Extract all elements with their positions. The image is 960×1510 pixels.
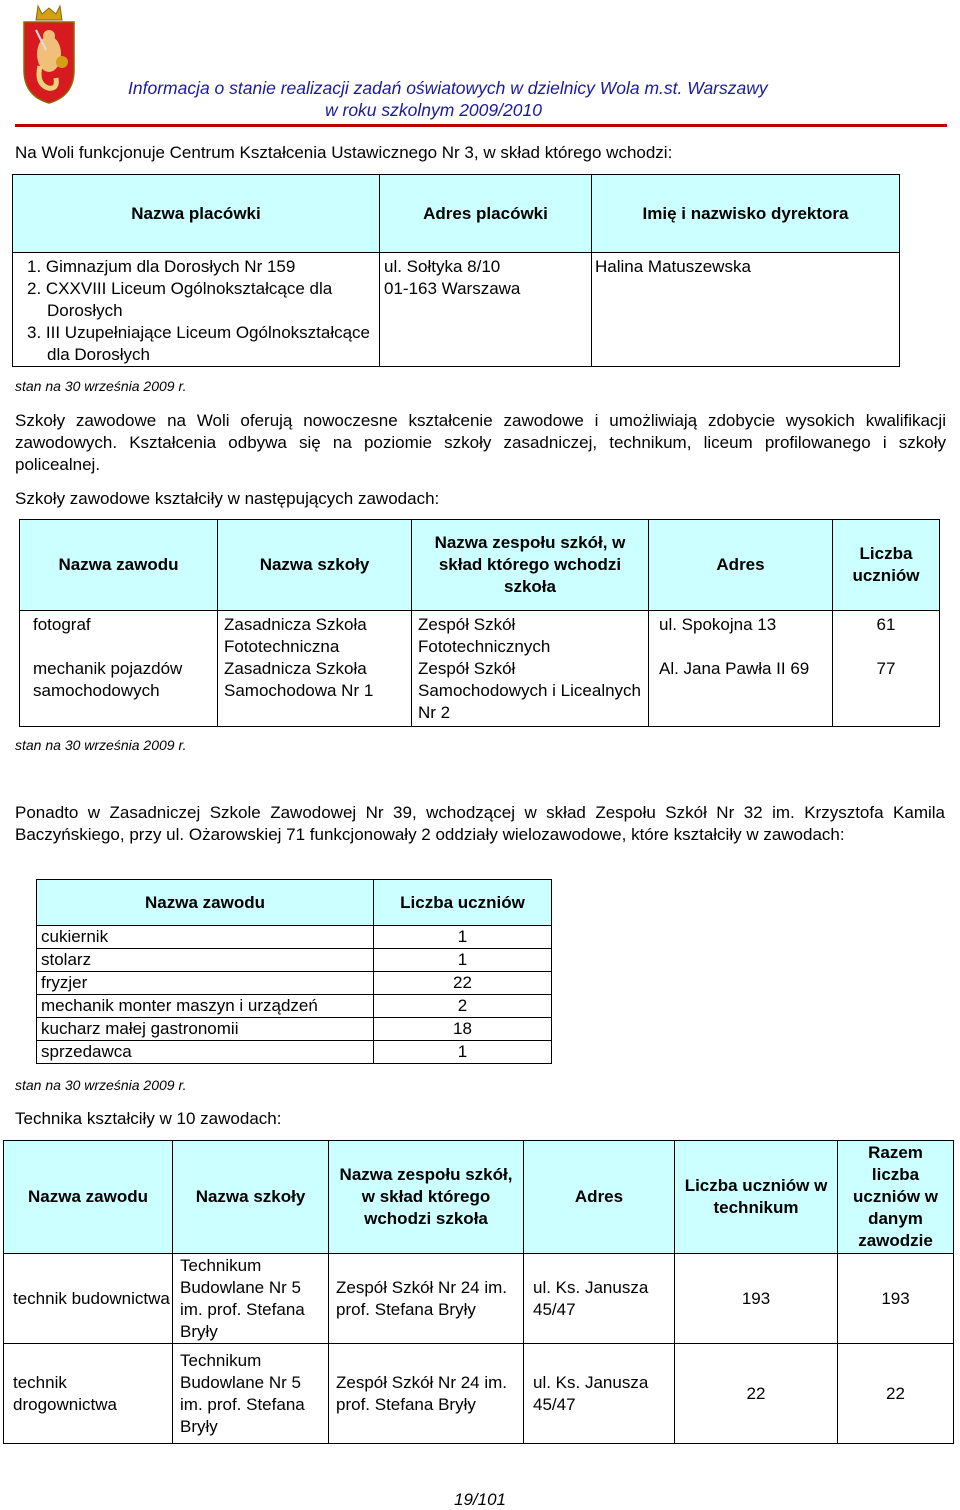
paragraph-professions-intro: Szkoły zawodowe kształciły w następujących zawodach: (15, 489, 440, 508)
header-title-line2: w roku szkolnym 2009/2010 (325, 100, 542, 120)
col-header: Nazwa placówki (13, 175, 380, 253)
col-header: Nazwa zawodu (20, 520, 218, 611)
table-row: mechanik monter maszyn i urządzeń 2 (37, 995, 552, 1018)
warsaw-coat-of-arms-logo (18, 4, 80, 104)
table-row: fryzjer 22 (37, 972, 552, 995)
multi-profession-table (36, 879, 552, 1064)
ckU-table (12, 174, 900, 367)
header-rule (15, 124, 947, 127)
col-header: Razem liczba uczniów w danym zawodzie (838, 1141, 954, 1254)
table-row: kucharz małej gastronomii 18 (37, 1018, 552, 1041)
table-row: sprzedawca 1 (37, 1041, 552, 1064)
col-header: Liczba uczniów w technikum (675, 1141, 838, 1254)
col-header: Adres (524, 1141, 675, 1254)
address-line: ul. Sołtyka 8/10 (384, 257, 501, 276)
address-cell (380, 253, 592, 367)
intro-paragraph: Na Woli funkcjonuje Centrum Kształcenia Ustawicznego Nr 3, w skład którego wchodzi: (15, 143, 673, 162)
stan-note: stan na 30 września 2009 r. (15, 1077, 187, 1093)
col-header: Nazwa zespołu szkół, w skład którego wchodzi szkoła (329, 1141, 524, 1254)
technika-table (3, 1140, 954, 1444)
table-row: technik budownictwa Technikum Budowlane Nr 5 im. prof. Stefana Bryły Zespół Szkół Nr 24 im. prof. Stefana Bryły ul. Ks. Janusza 45/47 193 193 (4, 1254, 954, 1344)
table-row: cukiernik 1 (37, 926, 552, 949)
col-header: Nazwa zawodu (4, 1141, 173, 1254)
col-header: Adres (649, 520, 833, 611)
school-list-cell (13, 253, 380, 367)
col-header: Liczba uczniów (374, 880, 552, 926)
address-line: 01-163 Warszawa (384, 279, 521, 298)
list-item: 2. CXXVIII Liceum Ogólnokształcące dla Dorosłych (27, 279, 333, 320)
col-header: Nazwa zawodu (37, 880, 374, 926)
col-header: Nazwa zespołu szkół, w skład którego wchodzi szkoła (412, 520, 649, 611)
paragraph-vocational: Szkoły zawodowe na Woli oferują nowoczesne kształcenie zawodowe i umożliwiają zdobycie wysokich kwalifikacji zawodowych. Kształcenia odbywa się na poziomie szkoły zasadniczej, technikum, liceum profilowanego i szkoły policealnej. (15, 411, 946, 474)
list-item: 1. Gimnazjum dla Dorosłych Nr 159 (27, 257, 296, 276)
table-row: mechanik pojazdów samochodowych Zasadnicza Szkoła Samochodowa Nr 1 Zespół Szkół Samochodowych i Licealnych Nr 2 Al. Jana Pawła II 69 77 (20, 658, 940, 726)
col-header: Liczba uczniów (833, 520, 940, 611)
table-row: technik drogownictwa Technikum Budowlane Nr 5 im. prof. Stefana Bryły Zespół Szkół Nr 24 im. prof. Stefana Bryły ul. Ks. Janusza 45/47 22 22 (4, 1344, 954, 1444)
table-row: stolarz 1 (37, 949, 552, 972)
col-header: Adres placówki (380, 175, 592, 253)
stan-note: stan na 30 września 2009 r. (15, 378, 187, 394)
col-header: Imię i nazwisko dyrektora (592, 175, 900, 253)
director-cell: Halina Matuszewska (592, 253, 900, 367)
page-number: 19/101 (454, 1490, 506, 1509)
col-header: Nazwa szkoły (173, 1141, 329, 1254)
paragraph-zsz39: Ponadto w Zasadniczej Szkole Zawodowej Nr 39, wchodzącej w skład Zespołu Szkół Nr 32 im. Krzysztofa Kamila Baczyńskiego, przy ul. Ożarowskiej 71 funkcjonowały 2 oddziały wielozawodowe, które kształciły w zawodach: (15, 803, 945, 844)
header-title-line1: Informacja o stanie realizacji zadań oświatowych w dzielnicy Wola m.st. Warszawy (128, 78, 768, 98)
col-header: Nazwa szkoły (218, 520, 412, 611)
list-item: 3. III Uzupełniające Liceum Ogólnokształcące dla Dorosłych (27, 323, 371, 364)
paragraph-technika-intro: Technika kształciły w 10 zawodach: (15, 1109, 282, 1128)
table-row: fotograf Zasadnicza Szkoła Fototechniczna Zespół Szkół Fototechnicznych ul. Spokojna 13 61 (20, 611, 940, 659)
stan-note: stan na 30 września 2009 r. (15, 737, 187, 753)
vocational-schools-table (19, 519, 940, 727)
